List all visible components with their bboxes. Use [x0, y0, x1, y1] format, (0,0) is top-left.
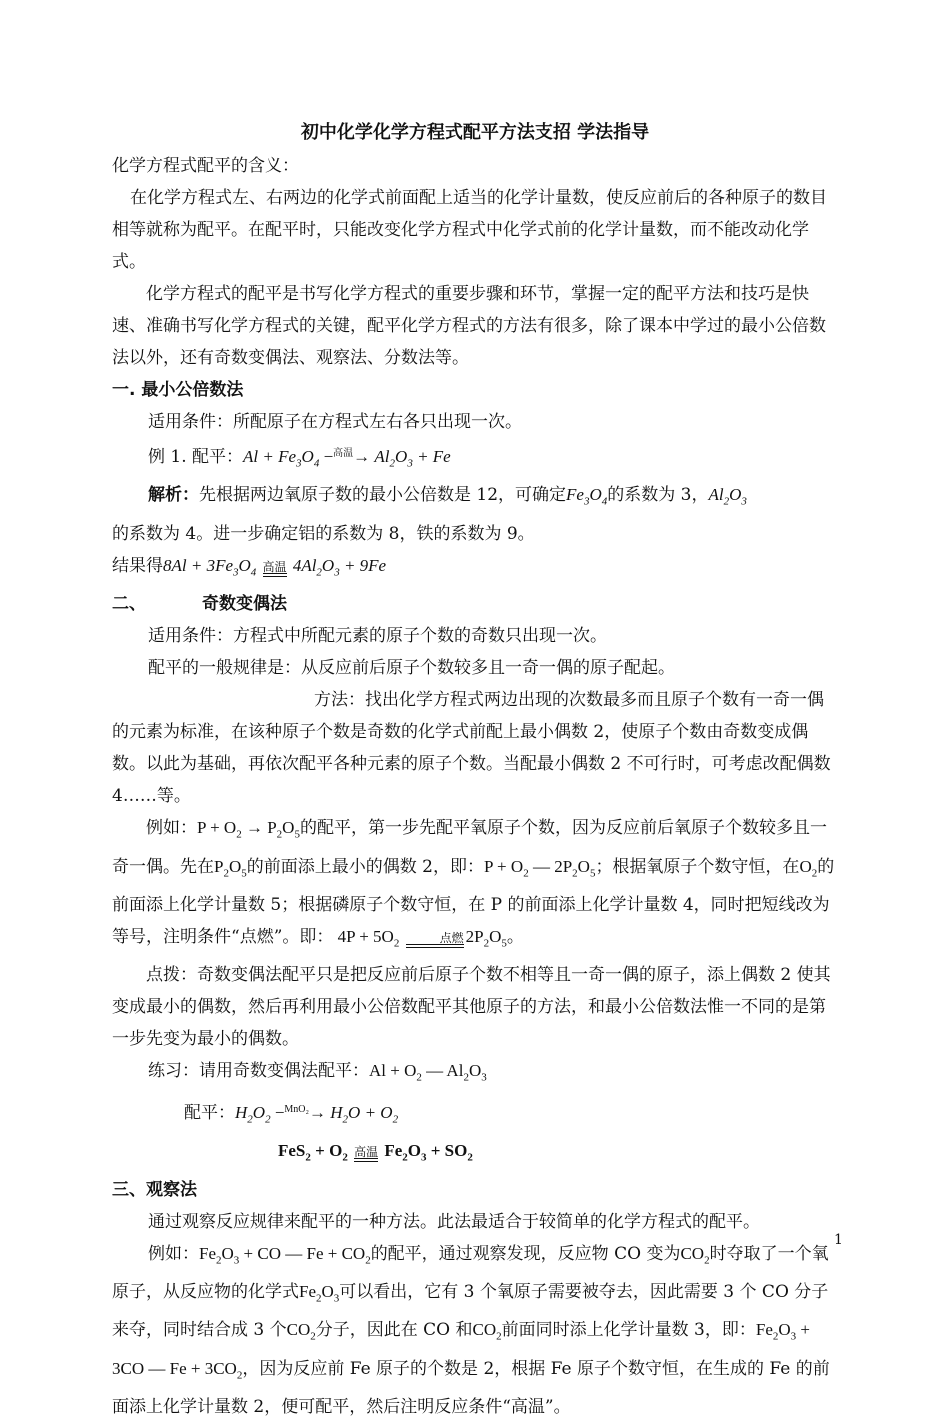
s3-text-d: 可以看出，它有 3 个氧原子需要被夺去，因此需要 3 个 CO 分子来夺，同时结合成 3 个 — [112, 1281, 829, 1341]
practice-2 — [112, 1094, 838, 1135]
example-text-d: ；根据氧原子个数守恒，在 — [595, 856, 800, 877]
s3-example-prefix: 例如： — [148, 1243, 199, 1264]
section-3-intro: 通过观察反应规律来配平的一种方法。此法最适合于较简单的化学方程式的配平。 — [148, 1211, 760, 1232]
arrow-label: 高温 — [333, 448, 354, 459]
equation-fes2: $FeS_2 + O_2$ 高温 $Fe_2O_3 + SO_2$ — [278, 1141, 473, 1164]
section-1-heading: 一. 最小公倍数法 — [112, 380, 244, 400]
analysis-text-b: 的系数为 3， — [607, 485, 709, 506]
example-prefix: 例如： — [146, 818, 197, 839]
formula-co2-c: $CO_2$ — [472, 1320, 502, 1343]
section-2-example: 例如：$P + O_2 \to P_2O_5$的配平，第一步先配平氧原子个数，因为反应前后氧原子个数较多且一奇一偶。先在$P_2O_5$的前面添上最小的偶数 2，即：$P + O_2$ — $2P_2O_5$；根据氧原子个数守恒，在$O_2$的前面添上化学计量数 5；根据磷原子个数守恒，在 P 的前面添上化学计量数 4，同时把短线改为等号，注明条件“点燃”。即： $4P + 5O_2$ 点燃 $2P_2O_5$。 — [112, 818, 835, 950]
example-1-label: 例 1. 配平： — [148, 447, 244, 467]
formula-fe3o4: $Fe_3O_4$ — [566, 485, 608, 508]
section-3-example — [112, 1238, 838, 1423]
intro-heading: 化学方程式配平的含义： — [112, 156, 299, 176]
section-2-method: 方法：找出化学方程式两边出现的次数最多而且原子个数有一奇一偶的元素为标准，在该种原子个数是奇数的化学式前配上最小偶数 2，使原子个数由奇数变成偶数。以此为基础，再依次配平各种元素的原子个数。当配最小偶数 2 不可行时，可考虑改配偶数 4……等。 — [112, 690, 831, 807]
section-2-rule: 配平的一般规律是：从反应前后原子个数较多且一奇一偶的原子配起。 — [148, 658, 675, 679]
section-3-heading: 三、观察法 — [112, 1179, 197, 1200]
section-2-tip: 点拨：奇数变偶法配平只是把反应前后原子个数不相等且一奇一偶的原子，添上偶数 2 使其变成最小的偶数，然后再利用最小公倍数配平其他原子的方法，和最小公倍数法惟一不同的是第一步先变为最小的偶数。 — [112, 965, 831, 1050]
result-equation: $8Al + 3Fe_3O_4$ 高温 $4Al_2O_3 + 9Fe$ — [163, 555, 387, 579]
equation-fe2o3-3co: $Fe_2O_3 + 3CO$ — $Fe + 3CO_2$ — [112, 1320, 810, 1382]
example-text-b: 的配平，第一步先配平氧原子个数，因为反应前后氧原子个数较多且一奇一偶。先在 — [112, 818, 827, 877]
formula-al2o3: $Al_2O_3$ — [708, 485, 747, 508]
section-2-number: 二、 — [112, 594, 146, 615]
formula-p2o5: $P_2O_5$ — [214, 856, 247, 879]
analysis-continued: 的系数为 4。进一步确定铝的系数为 8，铁的系数为 9。 — [112, 523, 535, 544]
section-2-heading — [112, 588, 838, 620]
result-label: 结果得 — [112, 555, 163, 576]
equation-al-fe3o4: $Al + Fe_3O_4 -^{高温}\to Al_2O_3 + Fe$ — [243, 447, 451, 470]
result — [112, 550, 838, 588]
formula-fe2o3: $Fe_2O_3$ — [299, 1281, 340, 1305]
equation-p-o2-2p2o5: $P + O_2$ — $2P_2O_5$ — [483, 856, 596, 879]
document-page — [112, 118, 838, 1423]
practice-3 — [112, 1135, 838, 1173]
analysis-label: 解析： — [148, 485, 199, 506]
fes2-condition: 高温 — [354, 1145, 379, 1160]
s3-text-b: 的配平，通过观察发现，反应物 CO 变为 — [370, 1243, 681, 1264]
result-condition: 高温 — [262, 559, 287, 574]
equation-p-o2: $P + O_2 \to P_2O_5$ — [197, 818, 300, 841]
equation-final: $4P + 5O_2$ 点燃 $2P_2O_5$ — [333, 926, 507, 950]
s3-text-c: 时夺取了一个氧原子，从反应物的化学式 — [112, 1243, 829, 1302]
page-number: 1 — [834, 1232, 843, 1248]
formula-o2: $O_2$ — [799, 856, 818, 879]
practice-2-label: 配平： — [184, 1102, 235, 1123]
burn-condition: 点燃 — [439, 930, 464, 945]
s3-text-e: 分子，因此在 CO 和 — [315, 1320, 473, 1341]
example-text-e: 的前面添上化学计量数 5；根据磷原子个数守恒，在 P 的前面添上化学计量数 4，同时把短线改为等号，注明条件“点燃”。即： — [112, 856, 835, 947]
example-1 — [112, 438, 838, 479]
section-1-condition: 适用条件：所配原子在方程式左右各只出现一次。 — [148, 412, 522, 432]
equation-fe2o3-co: $Fe_2O_3$ + CO — $Fe + CO_2$ — [199, 1243, 371, 1266]
example-text-c: 的前面添上最小的偶数 2，即： — [246, 856, 484, 877]
formula-co2-a: $CO_2$ — [680, 1243, 710, 1266]
practice-equation: $Al + O_2$ — $Al_2O_3$ — [369, 1061, 487, 1084]
intro-paragraph-2: 化学方程式的配平是书写化学方程式的重要步骤和环节，掌握一定的配平方法和技巧是快速、准确书写化学方程式的关键，配平化学方程式的方法有很多，除了课本中学过的最小公倍数法以外，还有奇数变偶法、观察法、分数法等。 — [112, 284, 826, 368]
equation-h2o2: $H_2O_2 -^{MnO_2}\to H_2O + O_2$ — [235, 1102, 399, 1126]
formula-co2-b: $CO_2$ — [286, 1320, 316, 1343]
practice-label: 练习：请用奇数变偶法配平： — [148, 1061, 369, 1082]
mno2-label: MnO₂ — [284, 1103, 310, 1115]
s3-text-f: 前面同时添上化学计量数 3，即： — [501, 1320, 756, 1341]
s3-text-g: ，因为反应前 Fe 原子的个数是 2，根据 Fe 原子个数守恒，在生成的 Fe 的前面添上化学计量数 2，便可配平，然后注明反应条件“高温”。 — [112, 1358, 830, 1418]
page-title: 初中化学化学方程式配平方法支招 学法指导 — [300, 122, 650, 143]
analysis — [112, 479, 838, 517]
intro-paragraph-1: 在化学方程式左、右两边的化学式前面配上适当的化学计量数，使反应前后的各种原子的数目相等就称为配平。在配平时，只能改变化学方程式中化学式前的化学计量数，而不能改动化学式。 — [112, 188, 827, 272]
section-2-condition: 适用条件：方程式中所配元素的原子个数的奇数只出现一次。 — [148, 626, 607, 647]
analysis-text-a: 先根据两边氧原子数的最小公倍数是 12，可确定 — [199, 485, 567, 506]
section-2-practice — [112, 1055, 838, 1093]
section-2-title: 奇数变偶法 — [202, 594, 287, 615]
